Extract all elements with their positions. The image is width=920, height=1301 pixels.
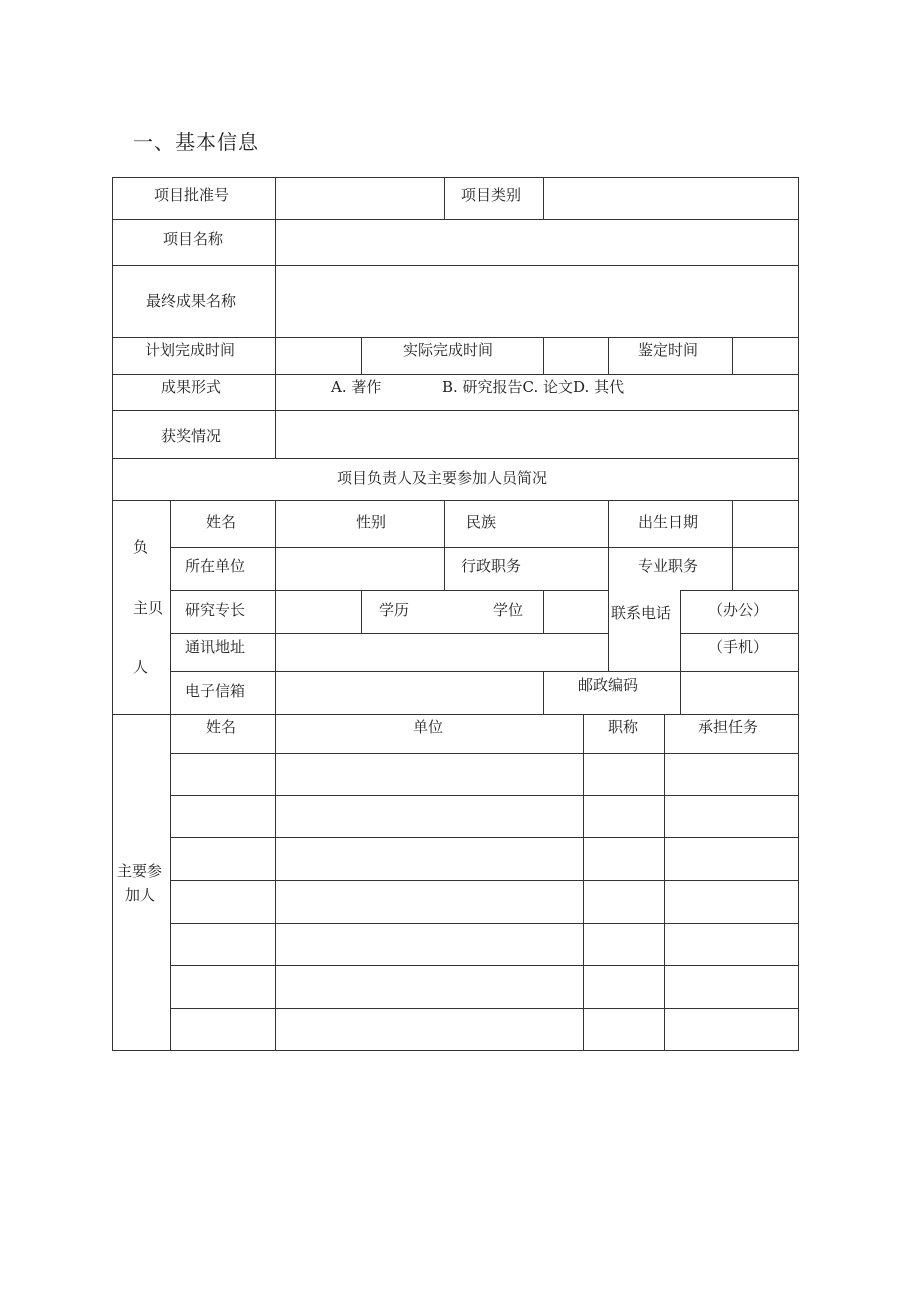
award-label: 获奖情况 [161, 427, 222, 445]
participant-task-cell[interactable] [665, 881, 797, 921]
leader-group-label-char: 人 [133, 658, 149, 676]
planned-completion-field[interactable] [276, 338, 360, 373]
participant-title-cell[interactable] [584, 1009, 663, 1049]
actual-completion-label: 实际完成时间 [403, 341, 494, 359]
leader-education-label: 学历 [379, 601, 410, 619]
participant-task-cell[interactable] [665, 838, 797, 878]
leader-email-field[interactable] [276, 672, 542, 713]
col-divider [608, 337, 609, 374]
leader-mobile-phone-label: （手机） [708, 638, 769, 656]
leader-address-field[interactable] [276, 634, 607, 670]
row-divider [112, 500, 799, 501]
leader-admin-position-field[interactable] [545, 548, 607, 589]
final-result-name-field[interactable] [276, 266, 797, 336]
col-divider [444, 177, 445, 219]
leader-postal-code-label: 邮政编码 [578, 676, 639, 694]
col-divider [608, 500, 609, 590]
project-number-field[interactable] [276, 178, 443, 218]
leader-postal-code-field[interactable] [681, 672, 797, 713]
participants-col-name: 姓名 [206, 718, 237, 736]
row-divider [112, 374, 799, 375]
participant-name-cell[interactable] [171, 796, 274, 836]
project-category-field[interactable] [544, 178, 797, 218]
leader-email-label: 电子信箱 [185, 682, 246, 700]
participant-name-cell[interactable] [171, 838, 274, 878]
participant-unit-cell[interactable] [276, 754, 582, 794]
project-number-label: 项目批准号 [154, 186, 230, 204]
leader-admin-position-label: 行政职务 [461, 557, 522, 575]
leader-group-label-char: 负 [133, 538, 149, 556]
participant-name-cell[interactable] [171, 1009, 274, 1049]
form-border-bottom [112, 1050, 799, 1051]
project-category-label: 项目类别 [461, 186, 522, 204]
participant-name-cell[interactable] [171, 881, 274, 921]
participant-title-cell[interactable] [584, 924, 663, 964]
form-border-right [798, 177, 799, 1051]
participants-group-label-line1: 主要参 [117, 862, 163, 880]
participant-unit-cell[interactable] [276, 838, 582, 878]
leader-workplace-label: 所在单位 [185, 557, 246, 575]
participant-name-cell[interactable] [171, 924, 274, 964]
row-divider [112, 714, 799, 715]
participant-unit-cell[interactable] [276, 966, 582, 1006]
leader-phone-label: 联系电话 [611, 604, 672, 622]
participant-task-cell[interactable] [665, 966, 797, 1006]
project-name-field[interactable] [276, 220, 797, 264]
participant-task-cell[interactable] [665, 754, 797, 794]
row-divider [680, 633, 799, 634]
participants-col-title: 职称 [608, 718, 639, 736]
project-name-label: 项目名称 [163, 230, 224, 248]
leader-research-specialty-field[interactable] [276, 591, 360, 632]
col-divider [361, 590, 362, 633]
participant-name-cell[interactable] [171, 754, 274, 794]
participants-col-task: 承担任务 [698, 718, 759, 736]
participants-group-label-line2: 加人 [125, 886, 156, 904]
participant-name-cell[interactable] [171, 966, 274, 1006]
leader-research-specialty-label: 研究专长 [185, 601, 246, 619]
participant-title-cell[interactable] [584, 796, 663, 836]
leader-gender-label: 性别 [356, 513, 387, 531]
participant-task-cell[interactable] [665, 796, 797, 836]
participants-col-unit: 单位 [413, 718, 444, 736]
participant-task-cell[interactable] [665, 1009, 797, 1049]
row-divider [170, 547, 799, 548]
form-border-left [112, 177, 113, 1051]
leader-address-label: 通讯地址 [185, 638, 246, 656]
leader-ethnicity-label: 民族 [466, 513, 497, 531]
participant-title-cell[interactable] [584, 966, 663, 1006]
section-title: 一、基本信息 [133, 130, 259, 154]
leader-group-label-char: 主贝 [133, 599, 164, 617]
row-divider [680, 590, 799, 591]
col-divider [361, 337, 362, 374]
participant-task-cell[interactable] [665, 924, 797, 964]
col-divider [543, 590, 544, 633]
participant-title-cell[interactable] [584, 881, 663, 921]
row-divider [112, 337, 799, 338]
col-divider [543, 671, 544, 714]
participant-unit-cell[interactable] [276, 924, 582, 964]
participant-unit-cell[interactable] [276, 796, 582, 836]
award-field[interactable] [276, 411, 797, 457]
participant-title-cell[interactable] [584, 754, 663, 794]
planned-completion-label: 计划完成时间 [145, 341, 236, 359]
col-divider [680, 590, 681, 671]
col-divider [608, 590, 609, 671]
result-form-option-a[interactable]: A. 著作 [331, 378, 382, 396]
appraisal-time-field[interactable] [733, 338, 797, 373]
final-result-name-label: 最终成果名称 [146, 292, 237, 310]
leader-workplace-field[interactable] [276, 548, 443, 589]
participant-title-cell[interactable] [584, 838, 663, 878]
leader-professional-title-field[interactable] [733, 548, 797, 589]
participant-unit-cell[interactable] [276, 881, 582, 921]
row-divider [112, 458, 799, 459]
personnel-section-header: 项目负责人及主要参加人员简况 [337, 469, 548, 487]
appraisal-time-label: 鉴定时间 [638, 341, 699, 359]
leader-birth-date-field[interactable] [733, 501, 797, 546]
result-form-label: 成果形式 [161, 378, 222, 396]
leader-birth-date-label: 出生日期 [638, 513, 699, 531]
col-divider [444, 500, 445, 590]
leader-degree-label: 学位 [493, 601, 524, 619]
actual-completion-field[interactable] [544, 338, 607, 373]
leader-office-phone-label: （办公） [708, 601, 769, 619]
participant-unit-cell[interactable] [276, 1009, 582, 1049]
leader-professional-title-label: 专业职务 [638, 557, 699, 575]
leader-name-label: 姓名 [206, 513, 237, 531]
result-form-options-bcd[interactable]: B. 研究报告C. 论文D. 其代 [442, 378, 625, 396]
